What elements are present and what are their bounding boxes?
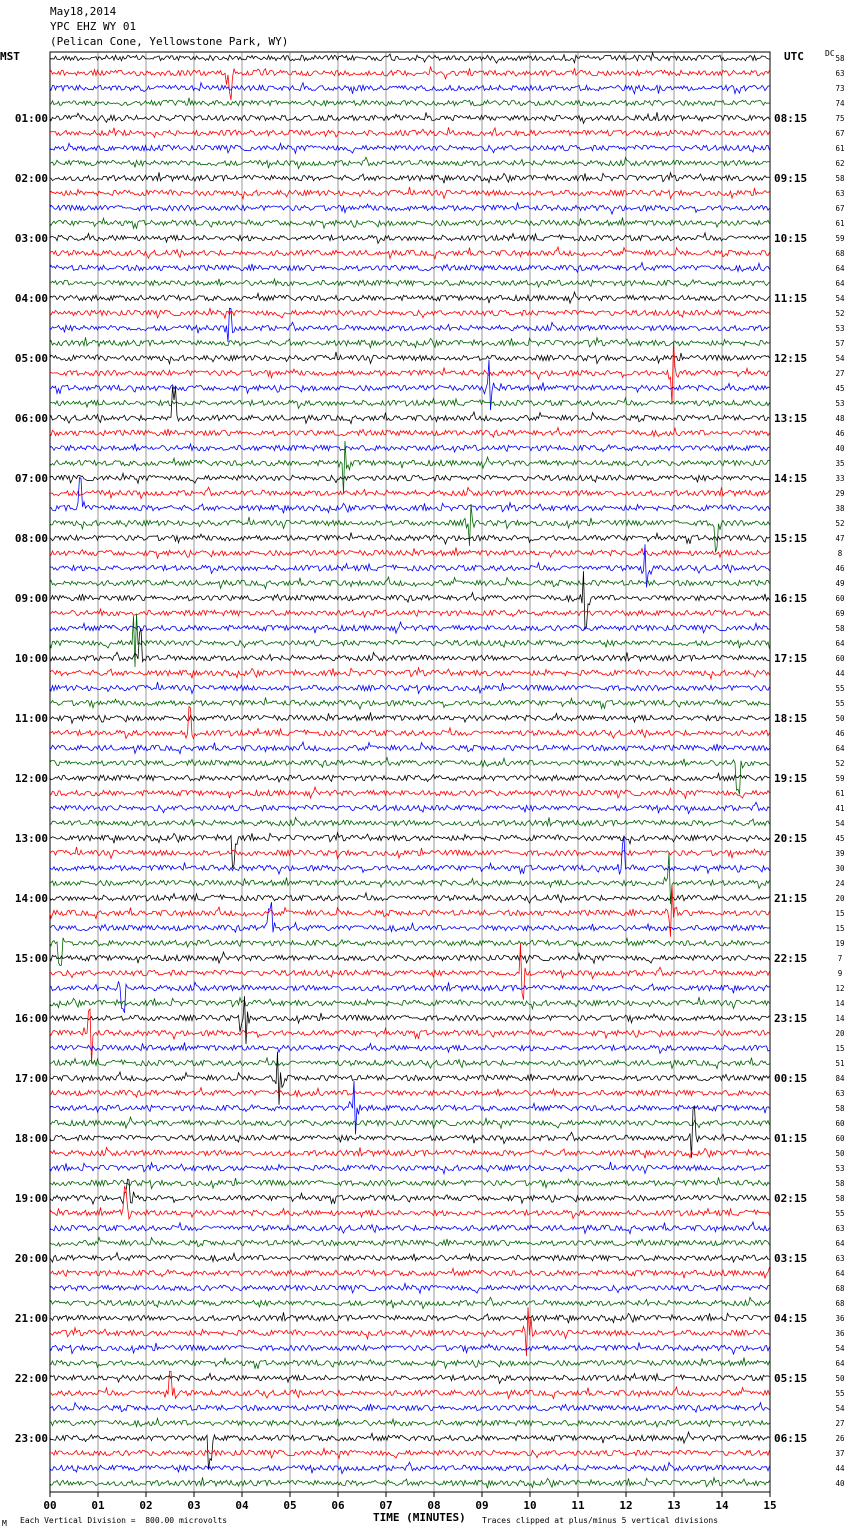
trace-line [50, 308, 770, 318]
dc-offset-label: 57 [835, 339, 845, 348]
trace-line [50, 706, 770, 738]
trace-line [50, 833, 770, 868]
dc-offset-label: 38 [835, 504, 845, 513]
dc-offset-label: 55 [835, 1389, 845, 1398]
x-tick-label: 01 [91, 1499, 105, 1512]
trace-line [50, 279, 770, 287]
trace-line [50, 1374, 770, 1384]
left-hour-label: 17:00 [14, 1072, 48, 1085]
dc-offset-label: 37 [835, 1449, 845, 1458]
x-tick-label: 02 [139, 1499, 153, 1512]
x-tick-label: 08 [427, 1499, 441, 1512]
dc-offset-label: 63 [835, 1089, 845, 1098]
left-hour-label: 10:00 [14, 652, 48, 665]
trace-line [50, 1052, 770, 1105]
dc-offset-label: 67 [835, 204, 845, 213]
left-hour-label: 02:00 [14, 172, 48, 185]
dc-offset-label: 9 [837, 969, 843, 978]
dc-offset-label: 60 [835, 1134, 845, 1143]
dc-offset-label: 59 [835, 234, 845, 243]
trace-line [50, 668, 770, 679]
dc-offset-label: 64 [835, 1239, 845, 1248]
trace-line [50, 1462, 770, 1473]
dc-offset-label: 52 [835, 519, 845, 528]
left-hour-label: 18:00 [14, 1132, 48, 1145]
trace-line [50, 713, 770, 724]
right-hour-label: 14:15 [774, 472, 808, 485]
trace-line [50, 943, 770, 1000]
right-hour-label: 05:15 [774, 1372, 808, 1385]
trace-line [50, 1187, 770, 1219]
left-hour-label: 16:00 [14, 1012, 48, 1025]
dc-offset-label: 14 [835, 999, 845, 1008]
x-tick-label: 00 [43, 1499, 57, 1512]
x-tick-label: 11 [571, 1499, 585, 1512]
trace-line [50, 548, 770, 559]
dc-header-label: DC [825, 49, 835, 58]
dc-offset-label: 73 [835, 84, 845, 93]
dc-offset-label: 60 [835, 1119, 845, 1128]
dc-offset-label: 33 [835, 474, 845, 483]
trace-line [50, 1418, 770, 1427]
right-hour-label: 20:15 [774, 832, 808, 845]
dc-offset-label: 50 [835, 714, 845, 723]
trace-line [50, 837, 770, 875]
dc-offset-label: 67 [835, 129, 845, 138]
x-tick-label: 09 [475, 1499, 489, 1512]
trace-line [50, 98, 770, 106]
trace-line [50, 218, 770, 229]
trace-line [50, 1358, 770, 1369]
dc-offset-label: 51 [835, 1059, 845, 1068]
dc-offset-label: 52 [835, 759, 845, 768]
dc-offset-label: 74 [835, 99, 845, 108]
dc-offset-label: 55 [835, 1209, 845, 1218]
left-hour-label: 23:00 [14, 1432, 48, 1445]
dc-offset-label: 15 [835, 909, 845, 918]
dc-offset-label: 68 [835, 1284, 845, 1293]
dc-offset-label: 63 [835, 1224, 845, 1233]
right-hour-label: 09:15 [774, 172, 808, 185]
dc-offset-label: 58 [835, 624, 845, 633]
dc-offset-label: 53 [835, 324, 845, 333]
right-hour-label: 04:15 [774, 1312, 808, 1325]
dc-offset-label: 68 [835, 249, 845, 258]
clip-note: Traces clipped at plus/minus 5 vertical divisions [482, 1516, 719, 1525]
trace-line [50, 544, 770, 587]
trace-line [50, 533, 770, 545]
right-hour-label: 00:15 [774, 1072, 808, 1085]
trace-line [50, 487, 770, 498]
dc-offset-label: 58 [835, 1104, 845, 1113]
dc-offset-label: 36 [835, 1329, 845, 1338]
dc-offset-label: 64 [835, 264, 845, 273]
dc-offset-label: 44 [835, 669, 845, 678]
trace-line [50, 981, 770, 1013]
dc-offset-label: 69 [835, 609, 845, 618]
trace-line [50, 1253, 770, 1263]
footer-mark: M [2, 1519, 7, 1528]
x-tick-label: 05 [283, 1499, 297, 1512]
dc-offset-label: 54 [835, 354, 845, 363]
trace-line [50, 893, 770, 903]
x-tick-label: 06 [331, 1499, 345, 1512]
dc-offset-label: 20 [835, 1029, 845, 1038]
left-hour-label: 19:00 [14, 1192, 48, 1205]
trace-line [50, 742, 770, 754]
left-hour-label: 12:00 [14, 772, 48, 785]
left-hour-label: 22:00 [14, 1372, 48, 1385]
trace-line [50, 773, 770, 782]
trace-line [50, 622, 770, 633]
dc-offset-label: 12 [835, 984, 845, 993]
left-hour-label: 14:00 [14, 892, 48, 905]
x-axis-title: TIME (MINUTES) [373, 1511, 466, 1524]
dc-offset-label: 58 [835, 1194, 845, 1203]
left-hour-label: 11:00 [14, 712, 48, 725]
trace-line [50, 952, 770, 963]
dc-offset-label: 62 [835, 159, 845, 168]
dc-offset-label: 63 [835, 69, 845, 78]
trace-line [50, 1081, 770, 1134]
dc-offset-label: 61 [835, 219, 845, 228]
left-hour-label: 07:00 [14, 472, 48, 485]
left-timezone-label: MST [0, 50, 20, 63]
left-hour-label: 01:00 [14, 112, 48, 125]
trace-line [50, 1222, 770, 1234]
scale-note: Each Vertical Division = 800.00 microvolts [20, 1516, 228, 1525]
dc-offset-label: 27 [835, 1419, 845, 1428]
trace-line [50, 1267, 770, 1278]
dc-offset-label: 7 [837, 954, 843, 963]
dc-offset-label: 84 [835, 1074, 845, 1083]
dc-offset-label: 50 [835, 1149, 845, 1158]
trace-line [50, 698, 770, 710]
trace-line [50, 1088, 770, 1098]
trace-line [50, 1058, 770, 1069]
trace-line [50, 1283, 770, 1293]
left-hour-label: 04:00 [14, 292, 48, 305]
right-hour-label: 01:15 [774, 1132, 808, 1145]
dc-offset-label: 60 [835, 594, 845, 603]
right-timezone-label: UTC [784, 50, 804, 63]
dc-offset-label: 54 [835, 819, 845, 828]
dc-offset-label: 55 [835, 684, 845, 693]
dc-offset-label: 58 [835, 54, 845, 63]
trace-line [50, 682, 770, 694]
x-tick-label: 14 [715, 1499, 729, 1512]
x-tick-label: 10 [523, 1499, 537, 1512]
dc-offset-label: 53 [835, 399, 845, 408]
seismic-traces [50, 53, 770, 1489]
trace-line [50, 1162, 770, 1174]
dc-offset-label: 44 [835, 1464, 845, 1473]
trace-line [50, 1403, 770, 1413]
dc-offset-label: 49 [835, 579, 845, 588]
right-hour-label: 15:15 [774, 532, 808, 545]
station-label: YPC EHZ WY 01 [50, 20, 137, 33]
trace-line [50, 1107, 770, 1158]
dc-offset-label: 26 [835, 1434, 845, 1443]
dc-offset-label: 52 [835, 309, 845, 318]
dc-offset-label: 15 [835, 1044, 845, 1053]
dc-offset-label: 60 [835, 654, 845, 663]
trace-line [50, 187, 770, 199]
dc-offset-label: 63 [835, 1254, 845, 1263]
trace-line [50, 112, 770, 123]
location-label: (Pelican Cone, Yellowstone Park, WY) [50, 35, 289, 48]
trace-line [50, 609, 770, 617]
dc-offset-label: 14 [835, 1014, 845, 1023]
chart-labels [15, 54, 845, 1512]
dc-offset-label: 27 [835, 369, 845, 378]
trace-line [50, 473, 770, 483]
trace-line [50, 997, 770, 1009]
trace-line [50, 428, 770, 438]
dc-offset-label: 64 [835, 1269, 845, 1278]
dc-offset-label: 20 [835, 894, 845, 903]
trace-line [50, 817, 770, 826]
dc-offset-label: 30 [835, 864, 845, 873]
dc-offset-label: 29 [835, 489, 845, 498]
dc-offset-label: 54 [835, 294, 845, 303]
x-tick-label: 04 [235, 1499, 249, 1512]
dc-offset-label: 19 [835, 939, 845, 948]
dc-offset-label: 53 [835, 1164, 845, 1173]
dc-offset-label: 64 [835, 744, 845, 753]
left-hour-label: 20:00 [14, 1252, 48, 1265]
dc-offset-label: 55 [835, 699, 845, 708]
dc-offset-label: 59 [835, 774, 845, 783]
trace-line [50, 1297, 770, 1308]
trace-line [50, 233, 770, 244]
dc-offset-label: 46 [835, 564, 845, 573]
trace-line [50, 352, 770, 364]
trace-line [50, 938, 770, 966]
trace-line [50, 337, 770, 348]
trace-line [50, 1312, 770, 1323]
trace-line [50, 1448, 770, 1458]
trace-line [50, 614, 770, 668]
trace-line [50, 143, 770, 153]
dc-offset-label: 64 [835, 279, 845, 288]
dc-offset-label: 40 [835, 1479, 845, 1488]
dc-offset-label: 45 [835, 384, 845, 393]
dc-offset-label: 41 [835, 804, 845, 813]
trace-line [50, 247, 770, 259]
trace-line [50, 571, 770, 629]
right-hour-label: 11:15 [774, 292, 808, 305]
dc-offset-label: 48 [835, 414, 845, 423]
x-tick-label: 03 [187, 1499, 201, 1512]
trace-line [50, 203, 770, 215]
right-hour-label: 16:15 [774, 592, 808, 605]
trace-line [50, 886, 770, 937]
right-hour-label: 13:15 [774, 412, 808, 425]
dc-offset-label: 40 [835, 444, 845, 453]
trace-line [50, 1238, 770, 1247]
dc-offset-label: 61 [835, 144, 845, 153]
right-hour-label: 02:15 [774, 1192, 808, 1205]
dc-offset-label: 50 [835, 1374, 845, 1383]
trace-line [50, 1178, 770, 1189]
trace-line [50, 902, 770, 932]
trace-line [50, 577, 770, 589]
dc-offset-label: 46 [835, 729, 845, 738]
dc-offset-label: 15 [835, 924, 845, 933]
trace-line [50, 504, 770, 552]
trace-line [50, 1147, 770, 1158]
left-hour-label: 05:00 [14, 352, 48, 365]
dc-offset-label: 63 [835, 189, 845, 198]
right-hour-label: 19:15 [774, 772, 808, 785]
x-tick-label: 15 [763, 1499, 777, 1512]
trace-line [50, 787, 770, 798]
dc-offset-label: 64 [835, 639, 845, 648]
trace-line [50, 398, 770, 409]
trace-line [50, 1179, 770, 1204]
left-hour-label: 13:00 [14, 832, 48, 845]
dc-offset-label: 47 [835, 534, 845, 543]
x-tick-label: 07 [379, 1499, 393, 1512]
trace-line [50, 1117, 770, 1128]
x-tick-label: 12 [619, 1499, 633, 1512]
dc-offset-label: 54 [835, 1404, 845, 1413]
right-hour-label: 03:15 [774, 1252, 808, 1265]
left-hour-label: 15:00 [14, 952, 48, 965]
right-hour-label: 06:15 [774, 1432, 808, 1445]
trace-line [50, 342, 770, 405]
trace-line [50, 628, 770, 661]
left-hour-label: 21:00 [14, 1312, 48, 1325]
trace-line [50, 292, 770, 303]
trace-line [50, 847, 770, 859]
right-hour-label: 22:15 [774, 952, 808, 965]
trace-line [50, 67, 770, 100]
dc-offset-label: 64 [835, 1359, 845, 1368]
dc-offset-label: 45 [835, 834, 845, 843]
right-hour-label: 10:15 [774, 232, 808, 245]
left-hour-label: 03:00 [14, 232, 48, 245]
dc-offset-label: 8 [837, 549, 843, 558]
right-hour-label: 18:15 [774, 712, 808, 725]
dc-offset-label: 75 [835, 114, 845, 123]
trace-line [50, 1043, 770, 1054]
left-hour-label: 09:00 [14, 592, 48, 605]
right-hour-label: 08:15 [774, 112, 808, 125]
dc-offset-label: 58 [835, 174, 845, 183]
trace-line [50, 1371, 770, 1398]
trace-line [50, 802, 770, 813]
dc-offset-label: 35 [835, 459, 845, 468]
dc-offset-label: 24 [835, 879, 845, 888]
trace-line [50, 172, 770, 183]
trace-line [50, 444, 770, 452]
right-hour-label: 17:15 [774, 652, 808, 665]
trace-line [50, 127, 770, 137]
dc-offset-label: 54 [835, 1344, 845, 1353]
trace-line [50, 1343, 770, 1355]
right-hour-label: 21:15 [774, 892, 808, 905]
right-hour-label: 23:15 [774, 1012, 808, 1025]
left-hour-label: 06:00 [14, 412, 48, 425]
dc-offset-label: 68 [835, 1299, 845, 1308]
trace-line [50, 83, 770, 94]
right-hour-label: 12:15 [774, 352, 808, 365]
dc-offset-label: 61 [835, 789, 845, 798]
left-hour-label: 08:00 [14, 532, 48, 545]
dc-offset-label: 36 [835, 1314, 845, 1323]
date-label: May18,2014 [50, 5, 117, 18]
trace-line [50, 387, 770, 424]
x-tick-label: 13 [667, 1499, 681, 1512]
dc-offset-label: 46 [835, 429, 845, 438]
trace-line [50, 263, 770, 273]
dc-offset-label: 58 [835, 1179, 845, 1188]
dc-offset-label: 39 [835, 849, 845, 858]
trace-line [50, 1477, 770, 1488]
trace-line [50, 157, 770, 168]
trace-line [50, 53, 770, 63]
